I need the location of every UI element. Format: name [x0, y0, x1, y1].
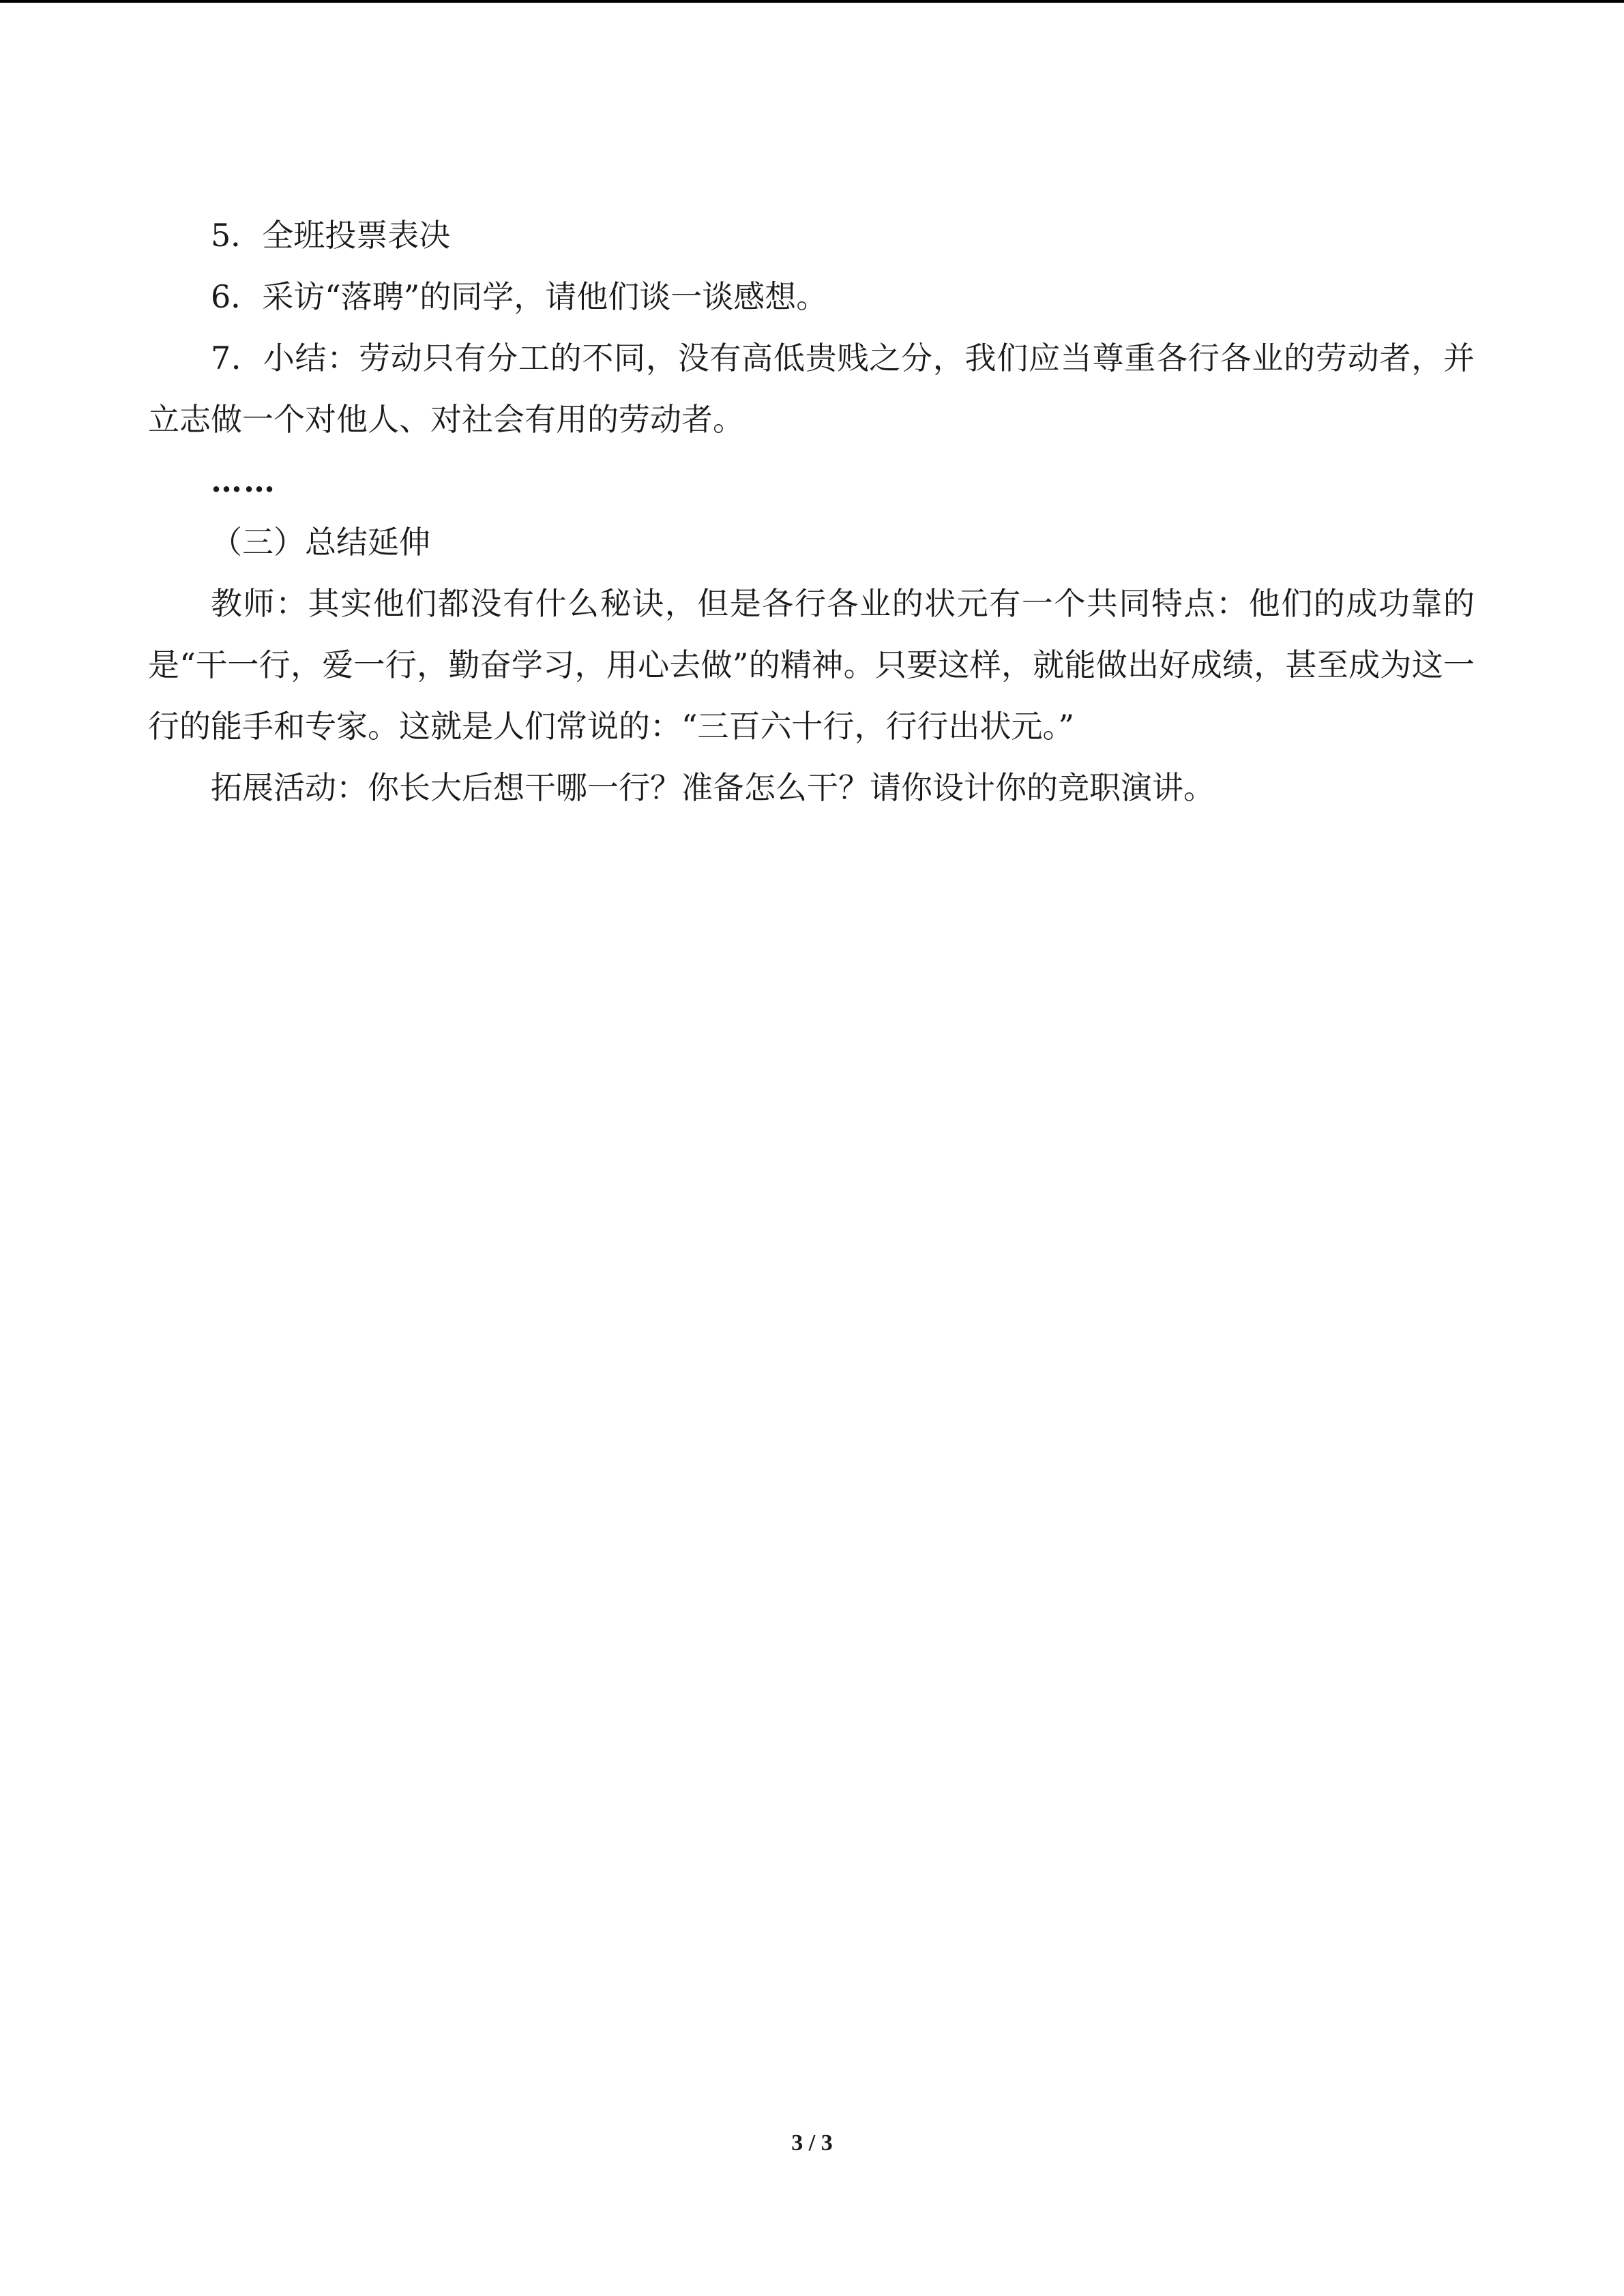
top-border-line [0, 0, 1624, 3]
extension-activity: 拓展活动：你长大后想干哪一行？准备怎么干？请你设计你的竞职演讲。 [211, 769, 1215, 806]
document-body [148, 205, 1475, 818]
section-heading-summary-extension: （三）总结延伸 [211, 524, 430, 561]
step-7-summary: 7．小结：劳动只有分工的不同，没有高低贵贱之分，我们应当尊重各行各业的劳动者，并立志做一个对他人、对社会有用的劳动者。 [148, 340, 1475, 438]
teacher-remarks: 教师：其实他们都没有什么秘诀，但是各行各业的状元有一个共同特点：他们的成功靠的是“干一行，爱一行，勤奋学习，用心去做”的精神。只要这样，就能做出好成绩，甚至成为这一行的能手和专家。这就是人们常说的：“三百六十行，行行出状元。” [148, 585, 1475, 745]
ellipsis: …… [211, 462, 276, 499]
step-5-vote: 5．全班投票表决 [211, 217, 451, 254]
step-6-interview: 6．采访“落聘”的同学，请他们谈一谈感想。 [211, 278, 828, 315]
page-number: 3 / 3 [791, 2130, 833, 2156]
